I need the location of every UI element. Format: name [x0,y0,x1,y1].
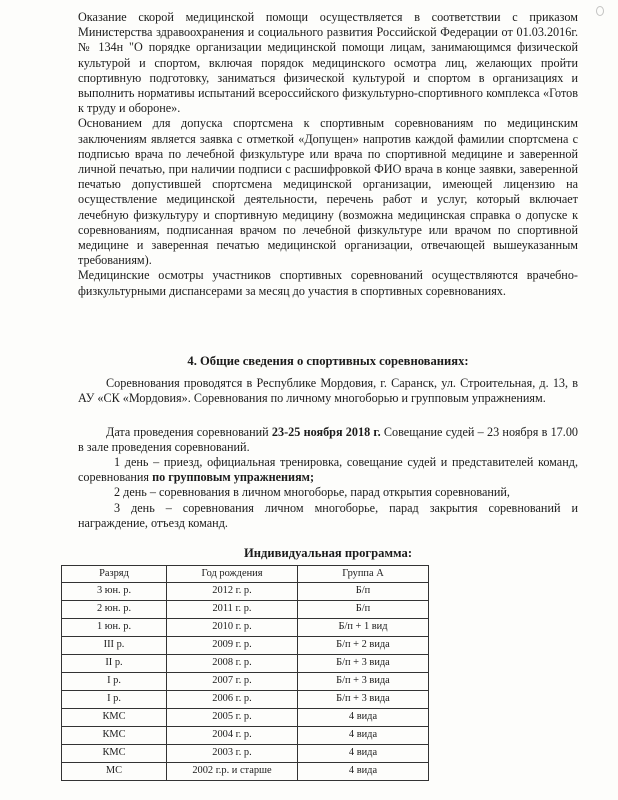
dates-prefix: Дата проведения соревнований [106,425,272,439]
program-heading: Индивидуальная программа: [243,546,413,560]
cell-birth-year: 2010 г. р. [167,619,298,637]
table-row [62,601,429,619]
table-row [62,619,429,637]
paragraph-venue: Соревнования проводятся в Республике Мордовия, г. Саранск, ул. Строительная, д. 13, в АУ «СК «Мордовия». Соревнования по личному многоборью и групповым упражнениям. [78,376,578,406]
scan-artifact [596,6,604,16]
dates-block [78,425,578,455]
table-row [62,727,429,745]
venue-block [78,376,578,406]
cell-birth-year: 2007 г. р. [167,673,298,691]
cell-rank: I р. [62,673,167,691]
cell-rank: КМС [62,727,167,745]
day1-prefix: 1 день – приезд, официальная тренировка, совещание судей и представителей команд, соревнования [78,455,578,485]
paragraph-medical-exams: Медицинские осмотры участников спортивных соревнований осуществляются врачебно-физкультурными диспансерами за месяц до участия в спортивных соревнованиях. [78,268,578,298]
cell-birth-year: 2009 г. р. [167,637,298,655]
column-header-group-a: Группа А [298,566,429,583]
cell-group-a: Б/п + 3 вида [298,673,429,691]
cell-rank: III р. [62,637,167,655]
cell-birth-year: 2005 г. р. [167,709,298,727]
table-row [62,637,429,655]
day1-bold: по групповым упражнениям; [152,470,315,485]
cell-group-a: Б/п + 3 вида [298,691,429,709]
table-row [62,691,429,709]
schedule-day-3: 3 день – соревнования личном многоборье, парад закрытия соревнований и награждение, отъезд команд. [78,500,578,530]
cell-rank: II р. [62,655,167,673]
column-header-birth-year: Год рождения [167,566,298,583]
cell-birth-year: 2006 г. р. [167,691,298,709]
section-4-heading: 4. Общие сведения о спортивных соревнованиях: [187,354,469,368]
schedule-day-1 [78,455,578,485]
table-row [62,709,429,727]
cell-birth-year: 2008 г. р. [167,655,298,673]
cell-rank: 3 юн. р. [62,583,167,601]
schedule-day-2: 2 день – соревнования в личном многоборье, парад открытия соревнований, [114,485,510,500]
cell-birth-year: 2004 г. р. [167,727,298,745]
cell-rank: КМС [62,709,167,727]
cell-birth-year: 2012 г. р. [167,583,298,601]
cell-rank: 2 юн. р. [62,601,167,619]
table-header-row [62,566,429,583]
cell-rank: КМС [62,745,167,763]
column-header-rank: Разряд [62,566,167,583]
cell-birth-year: 2003 г. р. [167,745,298,763]
paragraph-dates [78,425,578,455]
dates-bold: 23-25 ноября 2018 г. [271,425,381,439]
cell-group-a: Б/п + 1 вид [298,619,429,637]
table-row [62,745,429,763]
cell-rank: 1 юн. р. [62,619,167,637]
dates-suffix: Совещание судей – 23 ноября в 17.00 в зале проведения соревнований. [78,425,579,455]
cell-group-a: 4 вида [298,763,429,781]
cell-group-a: 4 вида [298,727,429,745]
cell-group-a: 4 вида [298,709,429,727]
program-table [61,565,429,781]
cell-group-a: Б/п [298,601,429,619]
cell-birth-year: 2011 г. р. [167,601,298,619]
cell-group-a: 4 вида [298,745,429,763]
cell-birth-year: 2002 г.р. и старше [167,763,298,781]
table-row [62,673,429,691]
cell-rank: МС [62,763,167,781]
paragraph-admission: Основанием для допуска спортсмена к спортивным соревнованиям по медицинским заключениям является заявка с отметкой «Допущен» напротив каждой фамилии спортсмена с подписью врача по лечебной физкультуре или врача по спортивной медицине и заверенной личной печатью, при наличии подписи с расшифровкой ФИО врача в конце заявки, заверенной печатью допустившей спортсмена медицинской организации, имеющей лицензию на осуществление медицинской деятельности, перечень работ и услуг, который включает лечебную физкультуру и спортивную медицину (возможна медицинская справка о допуске к соревнованиям, подписанная врачом по лечебной физкультуре или врачом по спортивной медицине и заверенная печатью медицинской организации, отвечающей вышеуказанным требованиям). [78,116,578,268]
table-row [62,655,429,673]
cell-rank: I р. [62,691,167,709]
table-row [62,763,429,781]
cell-group-a: Б/п [298,583,429,601]
paragraph-medical-order: Оказание скорой медицинской помощи осуществляется в соответствии с приказом Министерства здравоохранения и социального развития Российской Федерации от 01.03.2016г. № 134н "О порядке организации медицинской помощи лицам, занимающимся физической культурой и спортом, включая порядок медицинского осмотра лиц, желающих пройти спортивную подготовку, заниматься физической культурой и спортом в организациях и выполнить нормативы испытаний всероссийского физкультурно-спортивного комплекса «Готов к труду и обороне». [78,10,578,116]
intro-block [78,10,578,299]
schedule-block [78,455,578,531]
cell-group-a: Б/п + 2 вида [298,637,429,655]
table-row [62,583,429,601]
cell-group-a: Б/п + 3 вида [298,655,429,673]
